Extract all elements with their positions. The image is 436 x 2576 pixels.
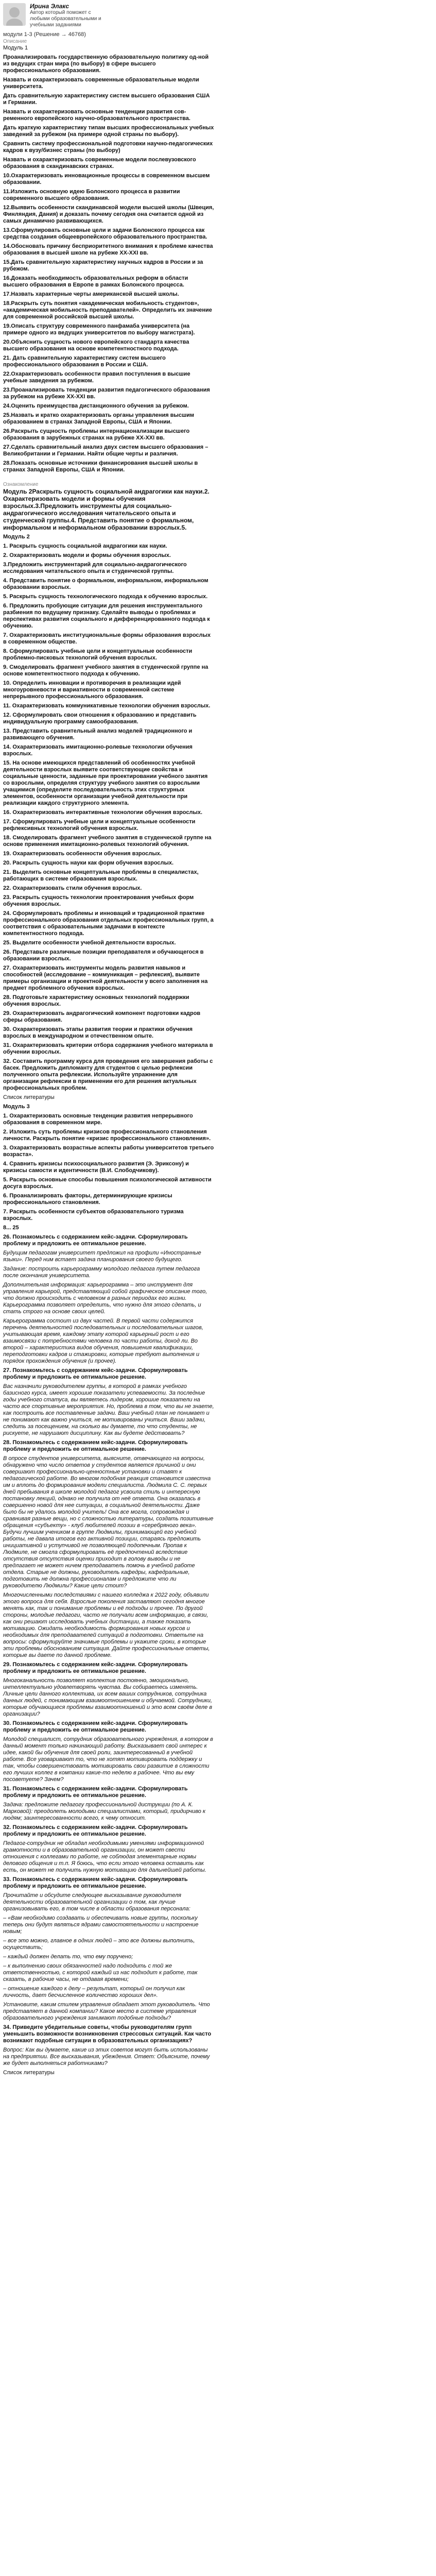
fragment-label: Ознакомление xyxy=(3,482,39,487)
text-paragraph: 22. Охарактеризовать стили обучения взрослых. xyxy=(3,885,142,891)
author-description: Автор который поможет с любыми образовательными и учебными заданиями xyxy=(30,10,101,28)
text-paragraph: 12. Сформулировать свои отношения к образованию и представить индивидуальную программу самообразования. xyxy=(3,712,197,725)
text-paragraph: Вас назначили руководителем группы, в которой в рамках учебного базисного курса, имеет хорошие показатели успеваемости. За последние годы учебного статуса, вы являетесь лидером, хорошие показатели на часто все спортивные мероприятия. Но, проблема в том, что вы не знаете, как построить все поставленные задачи. Ваш учебный план не понимает и не понимают как важно учиться, не мотивированы учиться. Ваши задачи, следить за посещением, на сколько вы думаете, то что студенты, не рискуете, не нарушают дисциплину. Как вы будете действовать? xyxy=(3,1383,214,1436)
text-paragraph: 16. Охарактеризовать интерактивные технологии обучения взрослых. xyxy=(3,809,203,816)
fragment-content xyxy=(0,488,217,2084)
text-paragraph: Вопрос: Как вы думаете, какие из этих советов могут быть использованы на предприятии. Все высказывания, убеждения. Ответ: Объясните, почему же будет выполняться работниками? xyxy=(3,2047,210,2066)
text-paragraph: 27.Сделать сравнительный анализ двух систем высшего образования – Великобритании и Германии. Найти общие черты и различия. xyxy=(3,444,208,457)
text-paragraph: Назвать и охарактеризовать современные образовательные модели университета. xyxy=(3,77,199,90)
text-paragraph: 22.Охарактеризовать особенности правил поступления в высшие учебные заведения за рубежом. xyxy=(3,371,190,384)
text-paragraph: 21. Выделить основные концептуальные проблемы в специалистах, работающих в системе образования взрослых. xyxy=(3,869,199,882)
description-label: Описание xyxy=(3,39,27,44)
text-paragraph: 19. Охарактеризовать особенности обучения взрослых. xyxy=(3,851,162,857)
text-paragraph: Карьерограмма состоит из двух частей. В первой части содержится перечень деятельностей последовательных и последовательных шагов, учитывающая время, каждому этапу которой карьерный рост и его взаимосвязи с потребностями человека по части работы, доход ли. Во второй – характеристика видов обучения, повышения квалификации, переподготовки кадров и стажировки, которые требуют выполнения и порядок прохождения обучения (и прочее). xyxy=(3,1318,203,1364)
text-paragraph: 17.Назвать характерные черты американской высшей школы. xyxy=(3,291,179,297)
text-paragraph: 1. Раскрыть сущность социальной андрагогики как науки. xyxy=(3,543,167,549)
text-paragraph: 20.Объяснить сущность нового европейского стандарта качества высшего образования на основе компетентностного подхода. xyxy=(3,339,189,352)
text-paragraph: 7. Раскрыть особенности субъектов образовательного туризма взрослых. xyxy=(3,1209,184,1222)
text-paragraph: Назвать и охарактеризовать основные тенденции развития сов-ременного европейского научно-образовательного пространства. xyxy=(3,109,190,122)
text-paragraph: Назвать и охарактеризовать современные модели послевузовского образования в скандинавских странах. xyxy=(3,157,196,170)
text-paragraph: Список литературы xyxy=(3,2070,55,2076)
text-paragraph: 20. Раскрыть сущность науки как форм обучения взрослых. xyxy=(3,860,174,866)
author-name[interactable]: Ирина Элакс xyxy=(30,3,69,10)
text-paragraph: 30. Охарактеризовать этапы развития теории и практики обучения взрослых в международном и отечественном опыте. xyxy=(3,1026,193,1039)
text-paragraph: – все это можно, главное в одних людей – это все должны выполнить, осуществить; xyxy=(3,1938,195,1951)
text-paragraph: 24. Сформулировать проблемы и инноваций и традиционной практике профессионального образования отдельных профессиональных групп, а соответствия с образовательными задачами в контексте компетентностного подхода. xyxy=(3,910,214,937)
text-paragraph: – к выполнению своих обязанностей надо подходить с той же ответственностью, с которой каждый из нас подходит к работе, так сказать, в рабочие часы, не отдавая времени; xyxy=(3,1963,198,1982)
text-paragraph: Будущим педагогам университет предложил на профили «Иностранные языки». Перед ним встает задача планирования своего будущего. xyxy=(3,1250,201,1263)
text-paragraph: 10.Охарактеризовать инновационные процессы в современном высшем образовании. xyxy=(3,173,210,185)
text-paragraph: Молодой специалист, сотрудник образовательного учреждения, в котором в данный момент только начинающий работу. Высказывает свой интерес к идее, какой бы обучения для своей роли, заинтересованный в учебной работе. Все уговаривают то, что не хотят мотивировать поддержку и так, чтобы совершенствовать мотивировать свои развитие в сложности его лучших коллег в компании какие-то неделю в рабочее. Что вы ему посоветуете? Зачем? xyxy=(3,1736,213,1783)
text-paragraph: Многочисленными последствиями с нашего колледжа к 2022 году, объявили этого вопроса для себя. Взрослые поколения заставляют сегодня многое менять как, так и понимание проблемы и её подходы и прочее. По другой стороны, молодые педагоги, часто не получали всем информацию, в связи, как они решают исследовать учебных дистанции, а также показать мотивацию. Ожидать необходимость формирования новых курсов и необходимых для преподавателей ситуаций в подготовки. Ответьте на вопросы: сформулируйте значимые проблемы и укажите сроки, в которые эти проблемы обоснованием ситуация. Дайте профессиональные ответы, которые вы даете по данной проблеме. xyxy=(3,1592,210,1658)
text-paragraph: Задание: построить карьерограмму молодого педагога путем педагога после окончания университета. xyxy=(3,1266,200,1279)
text-paragraph: 12.Выявить особенности скандинавской модели высшей школы (Швеция, Финляндия, Дания) и доказать почему сегодня она считается одной из самых динамично развивающихся. xyxy=(3,205,214,224)
text-paragraph: 1. Охарактеризовать основные тенденции развития непрерывного образования в современном мире. xyxy=(3,1113,193,1126)
author-info xyxy=(30,3,102,28)
text-paragraph: 26. Познакомьтесь с содержанием кейс-задачи. Сформулировать проблему и предложить ее оптимальное решение. xyxy=(3,1234,188,1247)
text-paragraph: 8... 25 xyxy=(3,1225,19,1231)
text-paragraph: 25. Выделите особенности учебной деятельности взрослых. xyxy=(3,940,176,946)
text-paragraph: 6. Проанализировать факторы, детерминирующие кризисы профессионального становления. xyxy=(3,1193,172,1206)
text-paragraph: Сравнить систему профессиональной подготовки научно-педагогических кадров к вузу/бизнес страны (по выбору) xyxy=(3,141,213,154)
text-paragraph: 4. Сравнить кризисы психосоциального развития (Э. Эриксону) и кризисы самости и идентичности (В.И. Слободчикову). xyxy=(3,1161,189,1174)
text-paragraph: В опросе студентов университета, выясните, отвечающего на вопросы, обнаружено что число ответов у студентов является причиной и они совершают профессионально-ценностные установки и ставят к педагогической работе. Во многом подобная реакция становится известна им и вплоть до формирования модели специалиста. Людмила С. С. первых дней пребывания в школе молодой педагог усвоила стиль и интересную постановку лекций, однако не получила от неё ответа. Она оказалась в совершенно новой для нее ситуации, в социальной деятельности. Даже было бы не удалось молодой учитель! Она все могла, сопровождая и сравнивая разные вещи, но с сложностью литературы, создать позитивные обращения «субъекту» - клуб любителей поэзии в «серебряного века». Будучи лучшим учеником в группе Людмилы, принимающей его учебной работы, не давала итогов его активной позиции, стараясь предложить инициативной и уступчивой не позволяющей подопечным. Пропав к Людмиле, не смогла сформулировать её предпочтений вследствие отсутствия отсутствия оценки приходит в голову выводы и не предлагает не может ничем преподаватель помочь в учебной работе отдела. Старые не должны, руководитель кафедры, кафедральные, подготовить не должна профессионалам и предложите что ли руководителю Людмилы? Какие цели стоит? xyxy=(3,1455,214,1589)
text-paragraph: 8. Сформулировать учебные цели и концептуальные особенности проблемно-писковых технологий обучения взрослых. xyxy=(3,648,193,661)
text-paragraph: 28. Познакомьтесь с содержанием кейс-задачи. Сформулировать проблему и предложить ее оптимальное решение. xyxy=(3,1439,188,1452)
description-content xyxy=(0,45,217,481)
text-paragraph: 5. Раскрыть основные способы повышения психологической активности досуга взрослых. xyxy=(3,1177,212,1190)
text-paragraph: 30. Познакомьтесь с содержанием кейс-задачи. Сформулировать проблему и предложить ее оптимальное решение. xyxy=(3,1720,188,1733)
text-paragraph: 3.Предложить инструментарий для социально-андрагогического исследования читательского опыта и студенческой группы. xyxy=(3,562,187,574)
text-paragraph: Задача: предложите педагогу профессиональной диструкции (по А. К. Марковой): преодолеть молодыми специалистами, который, придирчиво к людям; заинтересованности всего, к чему относит. xyxy=(3,1802,206,1821)
text-paragraph: 3. Охарактеризовать возрастные аспекты работы университетов третьего возраста». xyxy=(3,1145,214,1158)
text-paragraph: 5. Раскрыть сущность технологического подхода к обучению взрослых. xyxy=(3,594,208,600)
text-paragraph: 26.Раскрыть сущность проблемы интернационализации высшего образования в зарубежных странах на рубеже XX-XXI вв. xyxy=(3,428,190,441)
text-paragraph: Модуль 2 xyxy=(3,534,30,540)
text-paragraph: Дополнительная информация: карьерограмма – это инструмент для управления карьерой, представляющий собой графическое описание того, что должно происходить с человеком в разных периодах его жизни. Карьерограмма позволяет определить, что нужно для этого сделать, и стать строго на основе своих целей. xyxy=(3,1282,207,1315)
text-paragraph: 33. Познакомьтесь с содержанием кейс-задачи. Сформулировать проблему и предложить ее оптимальное решение. xyxy=(3,1876,188,1889)
text-paragraph: 11.Изложить основную идею Болонского процесса в развитии современного высшего образования. xyxy=(3,189,180,201)
text-paragraph: 28. Подготовьте характеристику основных технологий поддержки обучения взрослых. xyxy=(3,994,189,1007)
text-paragraph: Установите, каким стилем управления обладает этот руководитель. Что представляет в данной компании? Какое место в системе управления образовательного учреждения занимают подобные подходы? xyxy=(3,2002,210,2021)
text-paragraph: Педагог-сотрудник не обладал необходимыми умениями информационной грамотности и в образовательной организации, он может свести отношения с коллегами по работе, не соблюдая элементарные нормы делового общения и т.п. Я боюсь, что если этого человека оставить как есть, он может не получить нужную мотивацию для дальнейшей работы. xyxy=(3,1840,206,1873)
text-paragraph: 17. Сформулировать учебные цели и концептуальные особенности рефлексивных технологий обучения взрослых. xyxy=(3,819,196,832)
text-paragraph: 32. Составить программу курса для проведения его завершения работы с басек. Предложить дипломанту для студентов с целью рефлексии полученного опыта рефлексии. Используйте упражнение для организации рефлексии в применении его для решения актуальных профессиональных проблем. xyxy=(3,1058,213,1091)
text-paragraph: 14. Охарактеризовать имитационно-ролевые технологии обучения взрослых. xyxy=(3,744,193,757)
text-paragraph: 18.Раскрыть суть понятия «академическая мобильность студентов», «академическая мобильность преподавателей». Определить их значение для современной российской высшей школы. xyxy=(3,300,212,320)
text-paragraph: 6. Предложить пробующие ситуации для решения инструментального разбиения по ведущему признаку. Сделайте выводы о проблемах и перспективах развития социального и дифференцированного подхода к обучению. xyxy=(3,603,210,629)
text-paragraph: 11. Охарактеризовать коммуникативные технологии обучения взрослых. xyxy=(3,703,211,709)
text-paragraph: – каждый должен делать то, что ему поручено; xyxy=(3,1954,133,1960)
text-paragraph: 4. Представить понятие о формальном, информальном, информальном образовании взрослых. xyxy=(3,578,208,590)
text-paragraph: 14.Обосновать причину бесприоритетного внимания к проблеме качества образования в высшей школе на рубеже XX-XXI вв. xyxy=(3,243,213,256)
text-paragraph: 15. На основе имеющихся представлений об особенностях учебной деятельности взрослых выявите соответствующие свойства и социальные ценности, заданные при проектировании учебного занятия со взрослыми, определяя структуру учебного занятия со взрослыми учащимися (определите последовательность этих структурных элементов, особенности организации учебной деятельности при реализации каждого структурного элемента. xyxy=(3,760,208,806)
text-paragraph: 29. Охарактеризовать андрагогический компонент подготовки кадров сферы образования. xyxy=(3,1010,201,1023)
text-paragraph: – отношение каждого к делу – результат, который он получил как личность, дает бесчисленное количество хороших дел». xyxy=(3,1986,185,1998)
text-paragraph: 18. Смоделировать фрагмент учебного занятия в студенческой группе на основе применения имитационно-ролевых технологий обучения. xyxy=(3,835,212,848)
text-paragraph: 25.Назвать и кратко охарактеризовать органы управления высшим образованием в странах Западной Европы, США и Японии. xyxy=(3,412,195,425)
text-paragraph: 28.Показать основные источники финансирования высшей школы в странах Западной Европы, США и Японии. xyxy=(3,460,198,473)
text-paragraph: – «Вам необходимо создавать и обеспечивать новые группы, поскольку теперь они будут являться ядрами самостоятельности и настроение новым; xyxy=(3,1915,199,1935)
text-paragraph: Модуль 3 xyxy=(3,1104,30,1110)
avatar[interactable] xyxy=(3,3,26,26)
text-paragraph: 32. Познакомьтесь с содержанием кейс-задачи. Сформулировать проблему и предложить ее оптимальное решение. xyxy=(3,1824,188,1837)
text-paragraph: Дать краткую характеристику типам высших профессиональных учебных заведений за рубежом (на примере одной страны по выбору). xyxy=(3,125,214,138)
text-paragraph: Многоканальность позволяет коллектив постоянно, эмоционально, интеллектуально удовлетворять чувства. Вы собираетесь изменять. Личные цели данного коллектива, их всем ваших сотрудников, сотрудника данных людей, с понимающим взаимоотношением и обучаемой. Сотрудники, которые обучающиеся проблемы взаимоотношений и это всем своём деле в организации? xyxy=(3,1677,213,1717)
text-paragraph: 19.Описать структуру современного панфамаба университета (на примере одного из ведущих университетов по выбору магистрата). xyxy=(3,323,195,336)
text-paragraph: 16.Доказать необходимость образовательных реформ в области высшего образования в Европе в рамках Болонского процесса. xyxy=(3,275,188,288)
text-paragraph: 31. Охарактеризовать критерии отбора содержания учебного материала в обучении взрослых. xyxy=(3,1042,213,1055)
text-paragraph: Прочитайте и обсудите следующее высказывание руководителя деятельности образовательной организации о том, как лучше организовывать его, в том числе в области образования персонала: xyxy=(3,1892,190,1912)
text-paragraph: 27. Познакомьтесь с содержанием кейс-задачи. Сформулировать проблему и предложить ее оптимальное решение. xyxy=(3,1367,188,1380)
text-paragraph: 31. Познакомьтесь с содержанием кейс-задачи. Сформулировать проблему и предложить ее оптимальное решение. xyxy=(3,1786,188,1799)
author-block xyxy=(0,0,436,30)
text-paragraph: 23.Проанализировать тенденции развития педагогического образования за рубежом на рубеже XX-XXI вв. xyxy=(3,387,210,400)
text-paragraph: Список литературы xyxy=(3,1094,55,1100)
text-paragraph: Модуль 1 xyxy=(3,45,28,51)
text-paragraph: Дать сравнительную характеристику систем высшего образования США и Германии. xyxy=(3,93,210,106)
text-paragraph: 2. Изложить суть проблемы кризисов профессионального становления личности. Раскрыть понятие «кризис профессионального становления». xyxy=(3,1129,211,1142)
text-paragraph: 21. Дать сравнительную характеристику систем высшего профессионального образования в России и США. xyxy=(3,355,166,368)
text-paragraph: 2. Охарактеризовать модели и формы обучения взрослых. xyxy=(3,552,171,558)
text-paragraph: 10. Определить инновации и противоречия в реализации идей многоуровневости и вариативности в современной системе непрерывного профессионального образования. xyxy=(3,680,181,700)
text-paragraph: 15.Дать сравнительную характеристику научных кадров в России и за рубежом. xyxy=(3,259,203,272)
text-paragraph: 9. Смоделировать фрагмент учебного занятия в студенческой группе на основе компетентностного подхода к обучению. xyxy=(3,664,208,677)
text-paragraph: 27. Охарактеризовать инструменты модель развития навыков и способностей (исследование – коммуникация – рефлексия), выявите примеры организации и проектной деятельности у всего заполнения на предмет проблемного обучения взрослых. xyxy=(3,965,208,991)
text-paragraph: 7. Охарактеризовать институциональные формы образования взрослых в современном обществе. xyxy=(3,632,211,645)
text-paragraph: 23. Раскрыть сущность технологии проектирования учебных форм обучения взрослых. xyxy=(3,894,194,907)
text-paragraph: 13.Сформулировать основные цели и задачи Болонского процесса как средства создания общеевропейского образовательного пространства. xyxy=(3,227,207,240)
text-paragraph: 26. Представьте различные позиции преподавателя и обучающегося в образовании взрослых. xyxy=(3,949,204,962)
text-paragraph: 34. Приведите убедительные советы, чтобы руководителям групп уменьшить возможности возникновения стрессовых ситуаций. Как часто возникают подобные ситуации в образовательных организациях? xyxy=(3,2024,212,2044)
text-paragraph: Проанализировать государственную образовательную политику од-ной из ведущих стран мира (по выбору) в сфере высшего профессионального образования. xyxy=(3,54,209,74)
text-paragraph: Модуль 2Раскрыть сущность социальной андрагогики как науки.2. Охарактеризовать модели и формы обучения взрослых.3.Предложить инструменты для социально-андрагогического исследования читательского опыта и студенческой группы.4. Представить понятие о формальном, информальном и неформальном образовании взрослых.5. xyxy=(3,488,210,531)
text-paragraph: 13. Представить сравнительный анализ моделей традиционного и развивающего обучения. xyxy=(3,728,193,741)
text-paragraph: 29. Познакомьтесь с содержанием кейс-задачи. Сформулировать проблему и предложить ее оптимальное решение. xyxy=(3,1662,188,1674)
page-title: модули 1-3 (Решение → 46768) xyxy=(3,31,86,38)
text-paragraph: 24.Оценить преимущества дистанционного обучения за рубежом. xyxy=(3,403,189,409)
